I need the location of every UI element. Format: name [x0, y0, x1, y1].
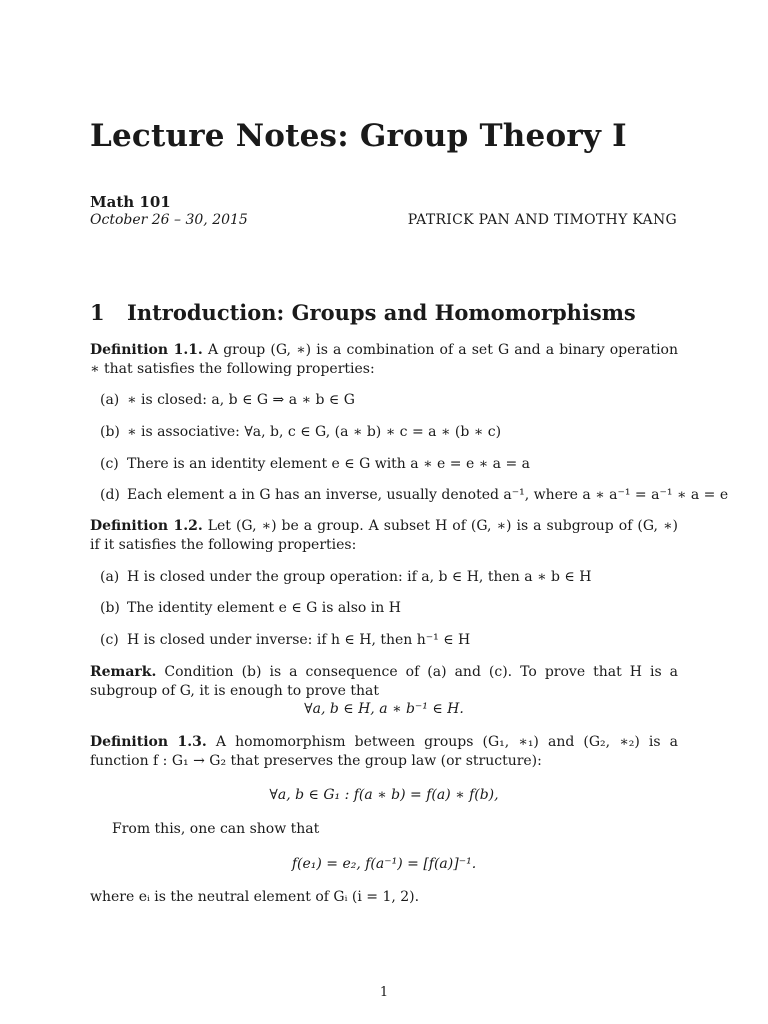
remark-label: Remark.: [90, 664, 157, 680]
definition-1-3: [90, 733, 678, 771]
remark: [90, 663, 678, 701]
item-label: (c): [100, 456, 119, 472]
definition-label: Definition 1.2.: [90, 518, 203, 534]
definition-text: Let (G, ∗) be a group. A subset H of (G, ∗) is a subgroup of (G, ∗) if it satisfies the following properties:: [90, 518, 678, 553]
item-text: ∗ is closed: a, b ∈ G ⇒ a ∗ b ∈ G: [127, 392, 355, 408]
lecture-dates: October 26 – 30, 2015: [90, 212, 248, 228]
course-name: Math 101: [90, 193, 171, 211]
item-text: H is closed under inverse: if h ∈ H, then h⁻¹ ∈ H: [127, 632, 471, 648]
item-label: (a): [100, 392, 120, 408]
list-item: [100, 456, 530, 472]
authors: PATRICK PAN AND TIMOTHY KANG: [407, 212, 677, 228]
item-text: H is closed under the group operation: if a, b ∈ H, then a ∗ b ∈ H: [127, 569, 592, 585]
remark-equation: ∀a, b ∈ H, a ∗ b⁻¹ ∈ H.: [304, 701, 464, 717]
followup-text: From this, one can show that: [112, 821, 320, 837]
document-title: Lecture Notes: Group Theory I: [90, 118, 627, 154]
item-label: (b): [100, 424, 120, 440]
list-item: [100, 600, 401, 616]
definition-1-2: [90, 517, 678, 555]
item-label: (d): [100, 487, 120, 503]
list-item: [100, 424, 501, 440]
section-title: Introduction: Groups and Homomorphisms: [127, 300, 636, 325]
definition-label: Definition 1.1.: [90, 342, 203, 358]
definition-text: A group (G, ∗) is a combination of a set G and a binary operation ∗ that satisfies the following properties:: [90, 342, 678, 377]
item-text: There is an identity element e ∈ G with a ∗ e = e ∗ a = a: [127, 456, 530, 472]
closing-text: where eᵢ is the neutral element of Gᵢ (i = 1, 2).: [90, 889, 420, 905]
item-text: Each element a in G has an inverse, usually denoted a⁻¹, where a ∗ a⁻¹ = a⁻¹ ∗ a = e: [127, 487, 729, 503]
item-label: (a): [100, 569, 120, 585]
homomorphism-equation: ∀a, b ∈ G₁ : f(a ∗ b) = f(a) ∗ f(b),: [269, 787, 499, 803]
item-text: The identity element e ∈ G is also in H: [127, 600, 401, 616]
identity-inverse-equation: f(e₁) = e₂, f(a⁻¹) = [f(a)]⁻¹.: [291, 856, 477, 872]
section-heading: [90, 300, 636, 325]
page-number: 1: [379, 985, 389, 1000]
definition-text: A homomorphism between groups (G₁, ∗₁) and (G₂, ∗₂) is a function f : G₁ → G₂ that preserves the group law (or structure):: [90, 734, 678, 769]
list-item: [100, 392, 355, 408]
remark-text: Condition (b) is a consequence of (a) and (c). To prove that H is a subgroup of G, it is enough to prove that: [90, 664, 678, 699]
list-item: [100, 487, 728, 503]
section-number: 1: [90, 300, 105, 325]
definition-1-1: [90, 341, 678, 379]
list-item: [100, 569, 591, 585]
item-label: (b): [100, 600, 120, 616]
definition-label: Definition 1.3.: [90, 734, 207, 750]
list-item: [100, 632, 470, 648]
item-label: (c): [100, 632, 119, 648]
item-text: ∗ is associative: ∀a, b, c ∈ G, (a ∗ b) ∗ c = a ∗ (b ∗ c): [127, 424, 502, 440]
